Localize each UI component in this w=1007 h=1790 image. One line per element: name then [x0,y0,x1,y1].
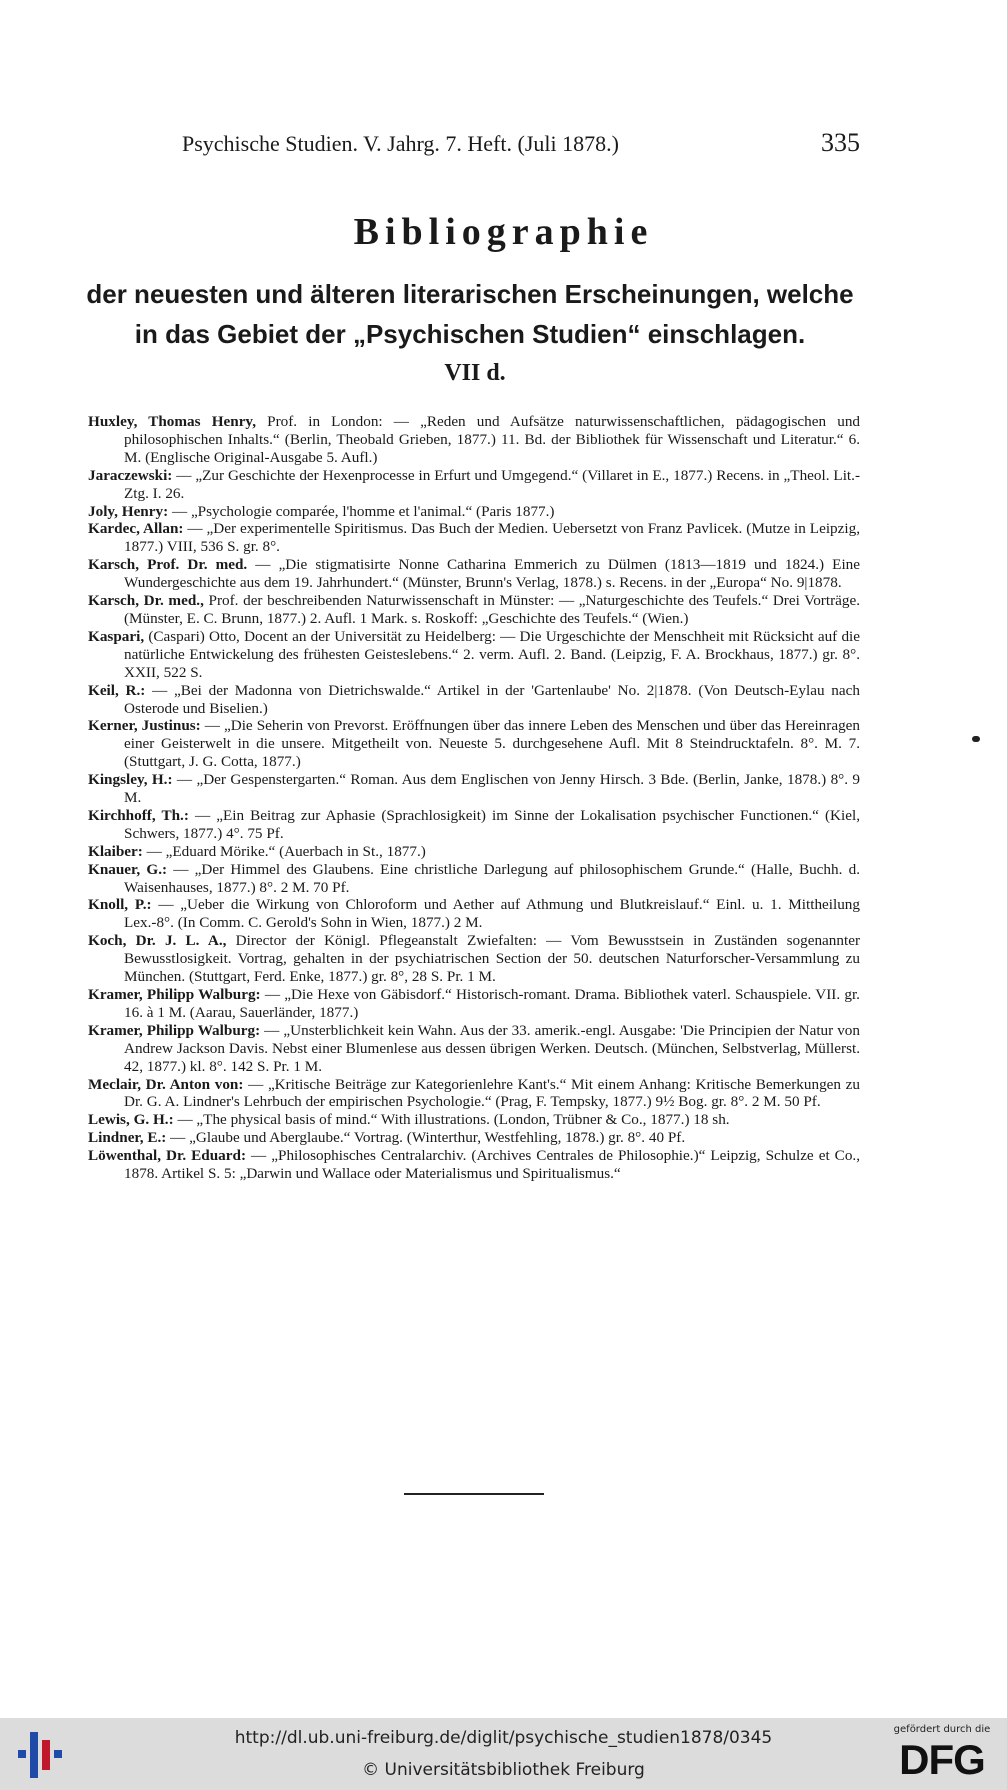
entry-author: Huxley, Thomas Henry, [88,413,256,430]
entry-text: — „Der experimentelle Spiritismus. Das Buch der Medien. Uebersetzt von Franz Pavlicek. (Mutze in Leipzig, 1877.) VIII, 536 S. gr. 8°. [124,520,860,556]
entry-text: — „Ein Beitrag zur Aphasie (Sprachlosigkeit) im Sinne der Lokalisation psychischer Functionen.“ (Kiel, Schwers, 1877.) 4°. 75 Pf. [124,806,861,842]
bibliography-entry [88,413,860,467]
entry-text: — „Der Himmel des Glaubens. Eine christliche Darlegung auf philosophischem Grunde.“ (Halle, Buchh. d. Waisenhauses, 1877.) 8°. 2 M. 70 Pf. [124,860,860,896]
bibliography-entry [88,861,860,897]
page-subtitle: der neuesten und älteren literarischen Erscheinungen, welche in das Gebiet der „Psychischen Studien“ einschlagen. [86,279,854,349]
entry-text: — „Psychologie comparée, l'homme et l'animal.“ (Paris 1877.) [168,502,555,520]
entry-author: Karsch, Dr. med., [88,592,204,610]
entry-author: Löwenthal, Dr. Eduard: [88,1147,247,1165]
bibliography-entry [88,556,860,592]
page-title: Bibliographie [353,211,654,253]
entry-text: (Caspari) Otto, Docent an der Universität zu Heidelberg: — Die Urgeschichte der Menschheit mit Rücksicht auf die natürliche Entwickelung des frühesten Geisteslebens.“ 2. verm. Aufl. 2. Band. (Leipzig, F. A. Brockhaus, 1877.) gr. 8°. XXII, 522 S. [124,627,860,681]
entry-author: Keil, R.: [88,681,146,699]
entry-author: Knauer, G.: [88,860,168,878]
entry-author: Kramer, Philipp Walburg: [88,986,261,1003]
bibliography-entry [88,896,860,932]
dfg-logo [886,1724,998,1786]
dfg-wordmark: DFG [899,1736,985,1783]
entry-author: Lindner, E.: [88,1129,167,1147]
entry-author: Lewis, G. H.: [88,1111,174,1129]
page-number: 335 [821,128,860,157]
entry-author: Klaiber: [88,842,143,860]
entry-author: Knoll, P.: [88,896,152,914]
dfg-caption: gefördert durch die [893,1724,991,1735]
entry-author: Kramer, Philipp Walburg: [88,1021,261,1039]
bibliography-entry [88,986,860,1022]
entry-text: — „Die Hexe von Gäbisdorf.“ Historisch-romant. Drama. Bibliothek vaterl. Schauspiele. VII. gr. 16. à 1 M. (Aarau, Sauerländer, 1877.) [124,986,860,1021]
entry-author: Meclair, Dr. Anton von: [88,1075,244,1093]
bibliography-entry [88,520,860,556]
bibliography-entry [88,717,860,771]
bibliography-entry [88,932,860,986]
running-header [182,128,860,158]
entry-text: Director der Königl. Pflegeanstalt Zwiefalten: — Vom Bewusstsein in Zuständen sogenannter Bewusstlosigkeit. Vortrag, gehalten in der psychiatrischen Section der 50. deutschen Naturforscher-Versammlung zu München. (Stuttgart, Ferd. Enke, 1877.) gr. 8°, 28 S. Pr. 1 M. [124,932,861,986]
bibliography-entry [88,503,860,521]
entry-text: — „Der Gespenstergarten.“ Roman. Aus dem Englischen von Jenny Hirsch. 3 Bde. (Berlin, Janke, 1878.) 8°. 9 M. [124,771,860,807]
entry-author: Joly, Henry: [88,502,169,520]
entry-author: Kerner, Justinus: [88,717,201,735]
entry-author: Kaspari, [88,627,145,645]
entry-author: Karsch, Prof. Dr. med. [88,556,248,574]
entry-text: — „Eduard Mörike.“ (Auerbach in St., 1877.) [142,842,426,860]
entry-text: — „Zur Geschichte der Hexenprocesse in Erfurt und Umgegend.“ (Villaret in E., 1877.) Recens. in „Theol. Lit.-Ztg. I. 26. [124,466,860,502]
entry-author: Kingsley, H.: [88,771,173,789]
bibliography-entry [88,771,860,807]
entry-text: — „Bei der Madonna von Dietrichswalde.“ Artikel in der 'Gartenlaube' No. 2|1878. (Von Deutsch-Eylau nach Osterode und Biselien.) [124,681,860,717]
section-heading: VII d. [444,360,506,386]
entry-text: Prof. der beschreibenden Naturwissenschaft in Münster: — „Naturgeschichte des Teufels.“ Drei Vorträge. (Münster, E. C. Brunn, 1877.) 2. Aufl. 1 Mark. s. Roskoff: „Geschichte des Teufels.“ (Wien.) [124,592,860,627]
entry-author: Jaraczewski: [88,466,173,484]
running-title: Psychische Studien. V. Jahrg. 7. Heft. (Juli 1878.) [182,131,619,156]
entry-text: — „Die Seherin von Prevorst. Eröffnungen über das innere Leben des Menschen und über das Hereinragen einer Geisterwelt in die unsere. Mitgetheilt von. Neueste 5. durchgesehene Aufl. Mit 8 Steindrucktafeln. 8°. M. 7. (Stuttgart, J. G. Cotta, 1877.) [124,717,860,771]
document-url[interactable]: http://dl.ub.uni-freiburg.de/diglit/psychische_studien1878/0345 [234,1728,773,1748]
entry-text: — „Ueber die Wirkung von Chloroform und Aether auf Athmung und Blutkreislauf.“ Einl. u. 1. Mittheilung Lex.-8°. (In Comm. C. Gerold's Sohn in Wien, 1877.) 2 M. [124,896,860,932]
entry-text: — „Philosophisches Centralarchiv. (Archives Centrales de Philosophie.)“ Leipzig, Schulze et Co., 1878. Artikel S. 5: „Darwin und Wallace oder Materialismus und Spiritualismus.“ [124,1147,861,1183]
bibliography-entry [88,1147,860,1183]
bibliography-entry [88,1076,860,1112]
bibliography-entry [88,682,860,718]
footer-bar [0,1718,1007,1790]
bibliography-entry [88,1129,860,1147]
entry-text: — „The physical basis of mind.“ With illustrations. (London, Trübner & Co., 1877.) 18 sh. [173,1111,730,1129]
bibliography-entry [88,843,860,861]
entry-author: Kirchhoff, Th.: [88,806,189,824]
entry-author: Koch, Dr. J. L. A., [88,932,227,950]
entry-text: — „Kritische Beiträge zur Kategorienlehre Kant's.“ Mit einem Anhang: Kritische Bemerkungen zu Dr. G. A. Lindner's Lehrbuch der empirischen Psychologie.“ (Prag, F. Tempsky, 1877.) 9½ Bog. gr. 8°. 2 M. 50 Pf. [124,1075,860,1111]
bibliography-entry [88,1022,860,1076]
bibliography-entry [88,1111,860,1129]
bibliography-entry [88,467,860,503]
entry-text: — „Die stigmatisirte Nonne Catharina Emmerich zu Dülmen (1813—1819 und 1824.) Eine Wundergeschichte aus dem 19. Jahrhundert.“ (Münster, Brunn's Verlag, 1878.) s. Recens. in der „Europa“ No. 9|1878. [124,556,860,592]
bibliography-entry [88,592,860,628]
copyright-notice: © Universitätsbibliothek Freiburg [362,1760,645,1780]
bibliography-entry [88,628,860,682]
entry-text: — „Unsterblichkeit kein Wahn. Aus der 33. amerik.-engl. Ausgabe: 'Die Principien der Natur von Andrew Jackson Davis. Nebst einer Blumenlese aus dessen übrigen Werken. Deutsch. (München, Selbstverlag, Müllerst. 42, 1877.) kl. 8°. 142 S. Pr. 1 M. [124,1021,860,1075]
margin-mark [972,736,980,742]
entry-author: Kardec, Allan: [88,520,184,538]
entry-text: Prof. in London: — „Reden und Aufsätze naturwissenschaftlichen, pädagogischen und philosophischen Inhalts.“ (Berlin, Theobald Grieben, 1877.) 11. Bd. der Bibliothek für Wissenschaft und Literatur.“ 6. M. (Englische Original-Ausgabe 5. Aufl.) [124,413,861,466]
entry-text: — „Glaube und Aberglaube.“ Vortrag. (Winterthur, Westfehling, 1878.) gr. 8°. 40 Pf. [166,1129,686,1147]
bibliography-entry [88,807,860,843]
end-rule [404,1493,544,1495]
bibliography-list [88,413,860,1183]
